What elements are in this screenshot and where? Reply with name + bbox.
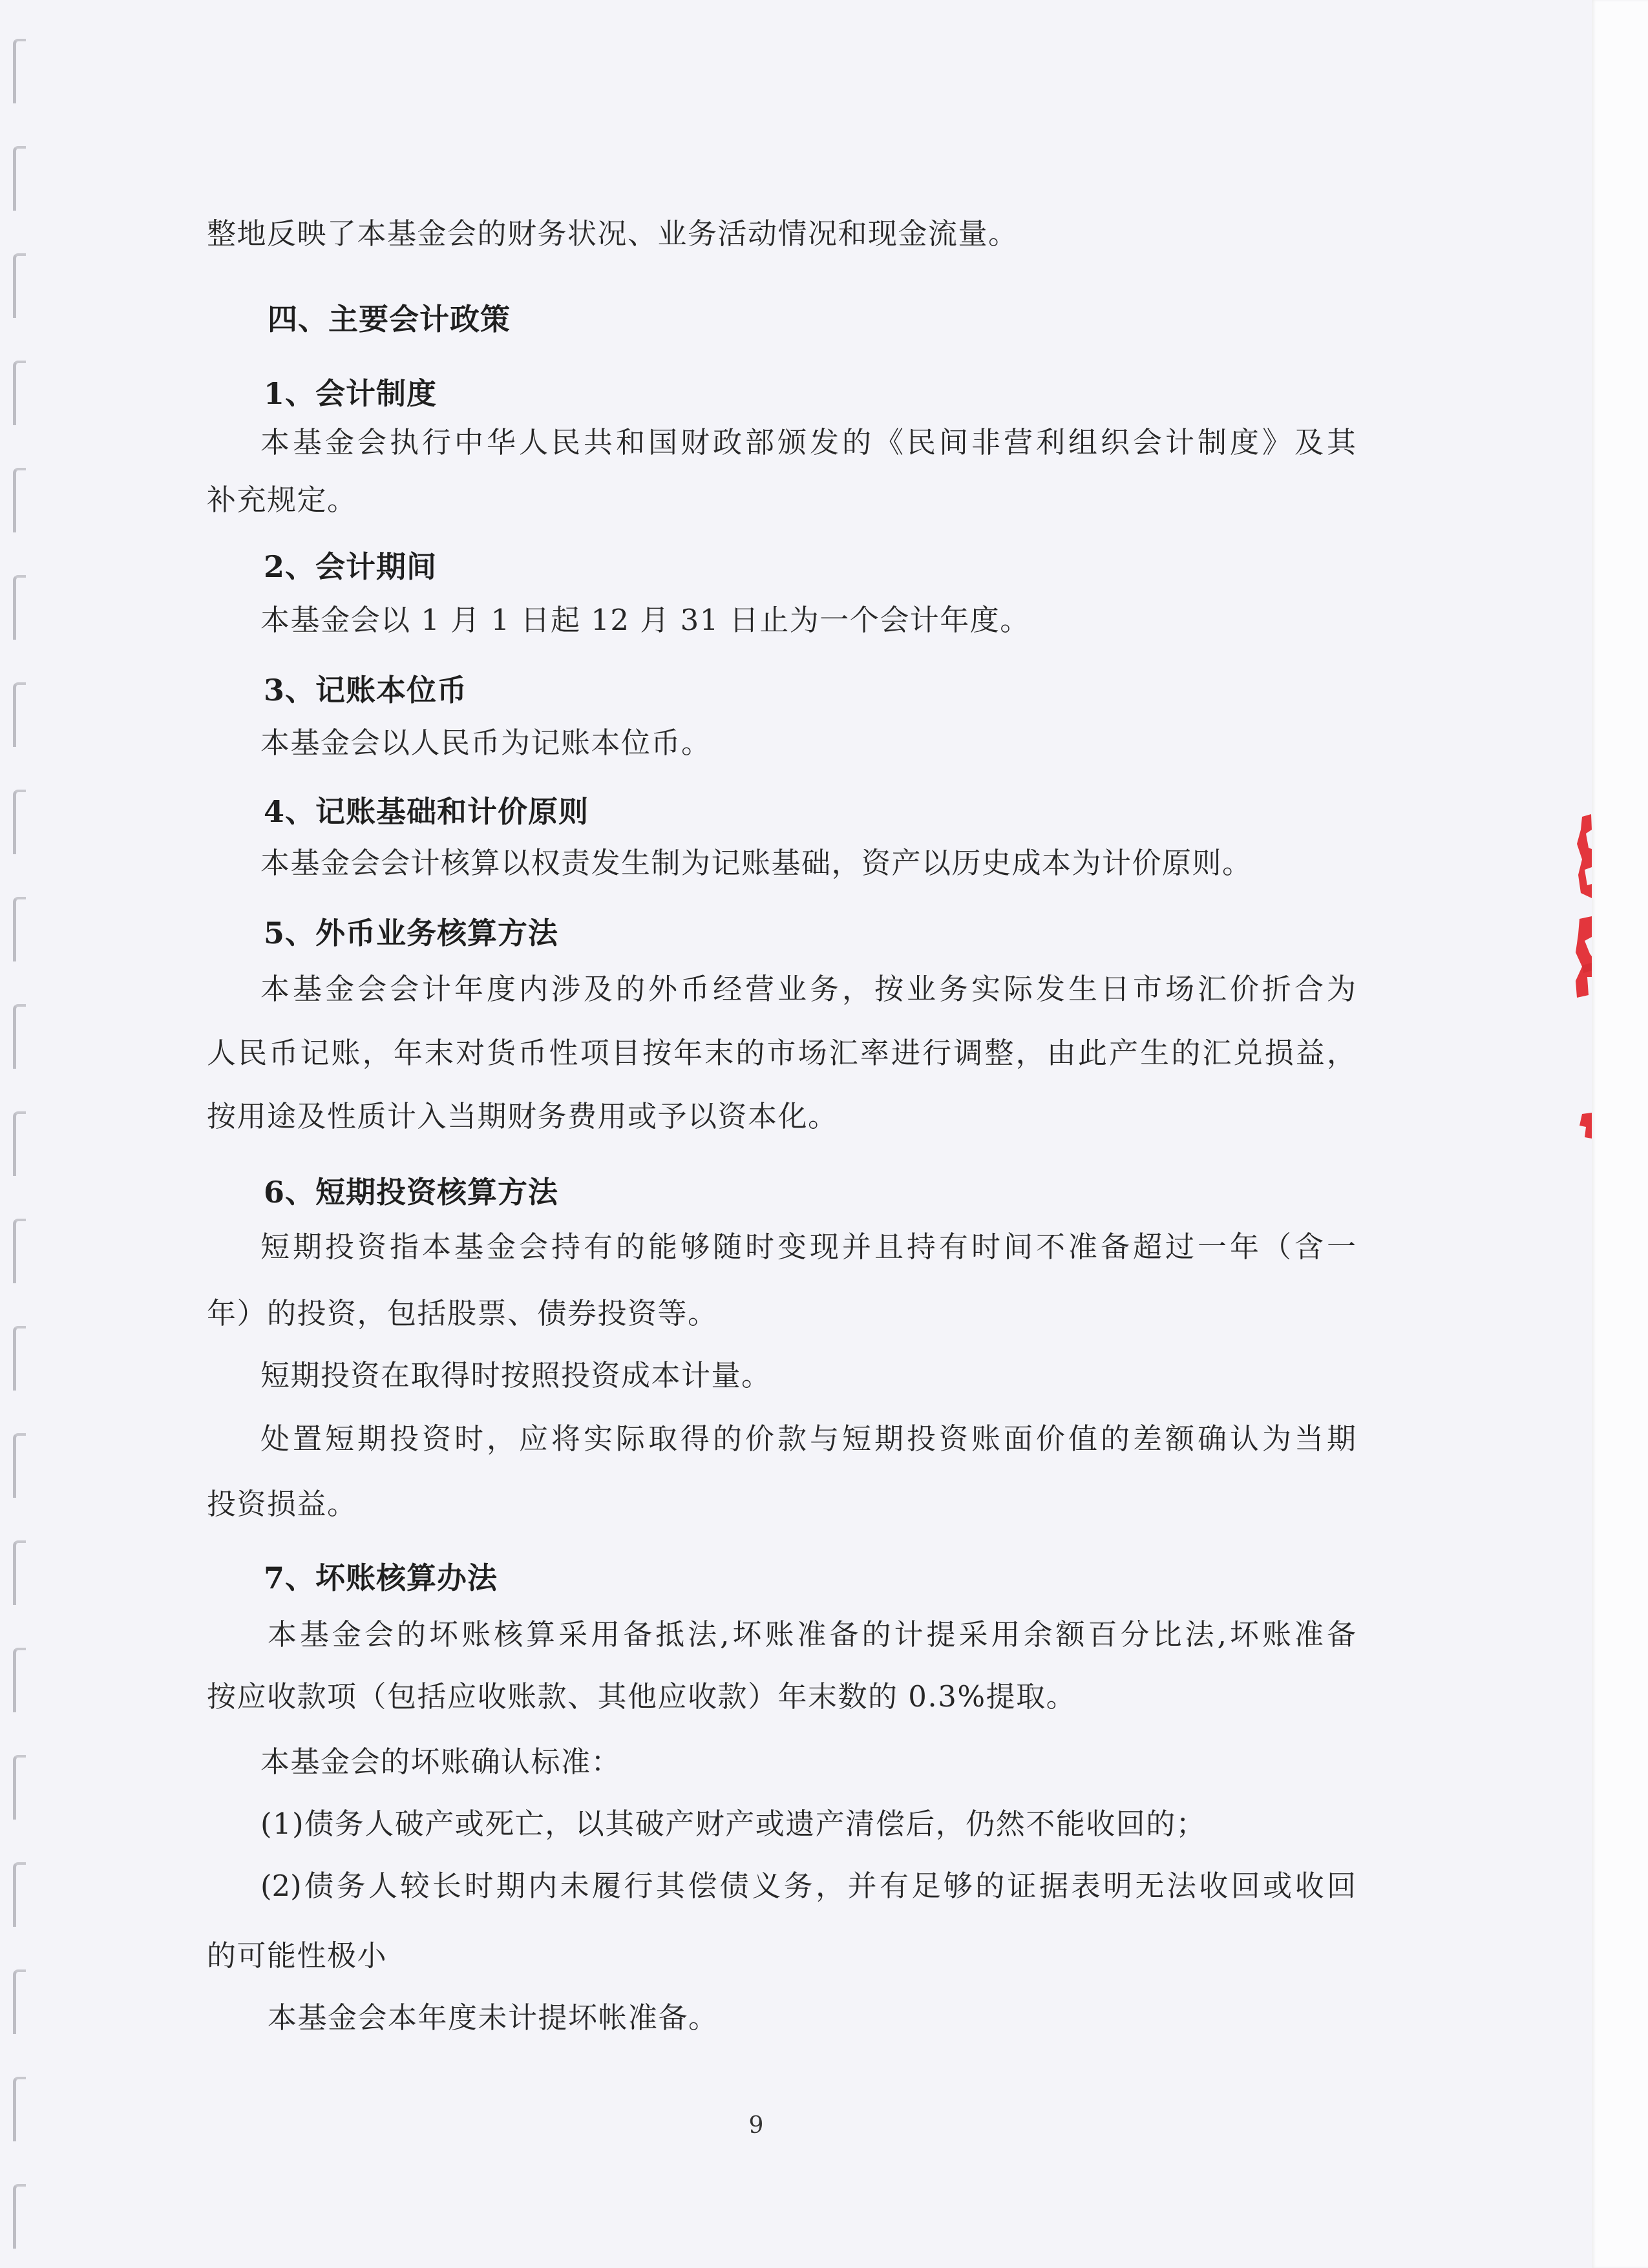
binding-hole-mark — [13, 468, 26, 532]
subsection-heading: 3、记账本位币 — [264, 673, 468, 708]
binding-hole-mark — [13, 146, 26, 211]
binding-hole-mark — [13, 253, 26, 318]
binding-hole-mark — [13, 2077, 26, 2141]
seal-stroke — [1577, 814, 1592, 898]
section-title: 四、主要会计政策 — [268, 302, 511, 337]
binding-hole-mark — [13, 2184, 26, 2249]
red-seal-fragment — [1563, 808, 1592, 1150]
paragraph-line: 本基金会以 1 月 1 日起 12 月 31 日止为一个会计年度。 — [260, 603, 1030, 637]
binding-hole-mark — [13, 1219, 26, 1283]
binding-hole-mark — [13, 790, 26, 854]
paragraph-line: 短期投资在取得时按照投资成本计量。 — [260, 1358, 772, 1392]
page-number: 9 — [748, 2112, 764, 2139]
paragraph-line: 本基金会本年度未计提坏帐准备。 — [268, 2000, 719, 2035]
paragraph-line: 本基金会会计年度内涉及的外币经营业务，按业务实际发生日市场汇价折合为 — [260, 972, 1356, 1006]
paragraph-line: 补充规定。 — [207, 483, 357, 517]
paragraph-line: 处置短期投资时，应将实际取得的价款与短期投资账面价值的差额确认为当期 — [260, 1422, 1356, 1456]
binding-hole-mark — [13, 1648, 26, 1712]
binding-hole-mark — [13, 1433, 26, 1498]
subsection-heading: 6、短期投资核算方法 — [264, 1175, 559, 1210]
paragraph-line: 按应收款项（包括应收账款、其他应收款）年末数的 0.3%提取。 — [207, 1679, 1077, 1714]
scan-page-edge — [1592, 0, 1648, 2268]
binding-hole-mark — [13, 361, 26, 425]
paragraph-line: 本基金会以人民币为记账本位币。 — [260, 726, 712, 760]
binding-hole-mark — [13, 1326, 26, 1391]
subsection-heading: 7、坏账核算办法 — [264, 1560, 498, 1595]
paragraph-line: 本基金会执行中华人民共和国财政部颁发的《民间非营利组织会计制度》及其 — [260, 425, 1356, 459]
binding-hole-mark — [13, 1969, 26, 2034]
binding-hole-mark — [13, 575, 26, 640]
binding-hole-mark — [13, 897, 26, 961]
subsection-heading: 1、会计制度 — [264, 376, 438, 411]
subsection-heading: 2、会计期间 — [264, 549, 438, 584]
paragraph-line: 本基金会的坏账确认标准： — [260, 1745, 622, 1779]
seal-stroke — [1579, 1113, 1592, 1139]
binding-hole-mark — [13, 1755, 26, 1820]
paragraph-line: 整地反映了本基金会的财务状况、业务活动情况和现金流量。 — [207, 216, 1019, 251]
paragraph-line: 本基金会的坏账核算采用备抵法,坏账准备的计提采用余额百分比法,坏账准备 — [268, 1617, 1356, 1652]
paragraph-line: 的可能性极小 — [207, 1938, 388, 1973]
paragraph-line: 本基金会会计核算以权责发生制为记账基础，资产以历史成本为计价原则。 — [260, 846, 1252, 880]
subsection-heading: 4、记账基础和计价原则 — [264, 794, 589, 829]
binding-hole-mark — [13, 1540, 26, 1605]
binding-hole-mark — [13, 1004, 26, 1069]
paragraph-line: 投资损益。 — [207, 1487, 357, 1521]
binding-hole-mark — [13, 39, 26, 103]
paragraph-line: 短期投资指本基金会持有的能够随时变现并且持有时间不准备超过一年（含一 — [260, 1230, 1356, 1264]
subsection-heading: 5、外币业务核算方法 — [264, 916, 559, 950]
binding-hole-mark — [13, 1111, 26, 1176]
binding-hole-mark — [13, 1862, 26, 1927]
paragraph-line: (2)债务人较长时期内未履行其偿债义务，并有足够的证据表明无法收回或收回 — [260, 1869, 1356, 1903]
paragraph-line: 按用途及性质计入当期财务费用或予以资本化。 — [207, 1099, 838, 1133]
seal-stroke — [1576, 916, 1592, 998]
binding-hole-mark — [13, 682, 26, 747]
paragraph-line: 人民币记账，年末对货币性项目按年末的市场汇率进行调整，由此产生的汇兑损益， — [207, 1036, 1356, 1070]
paragraph-line: (1)债务人破产或死亡，以其破产财产或遗产清偿后，仍然不能收回的； — [260, 1807, 1207, 1841]
paragraph-line: 年）的投资，包括股票、债券投资等。 — [207, 1296, 718, 1330]
